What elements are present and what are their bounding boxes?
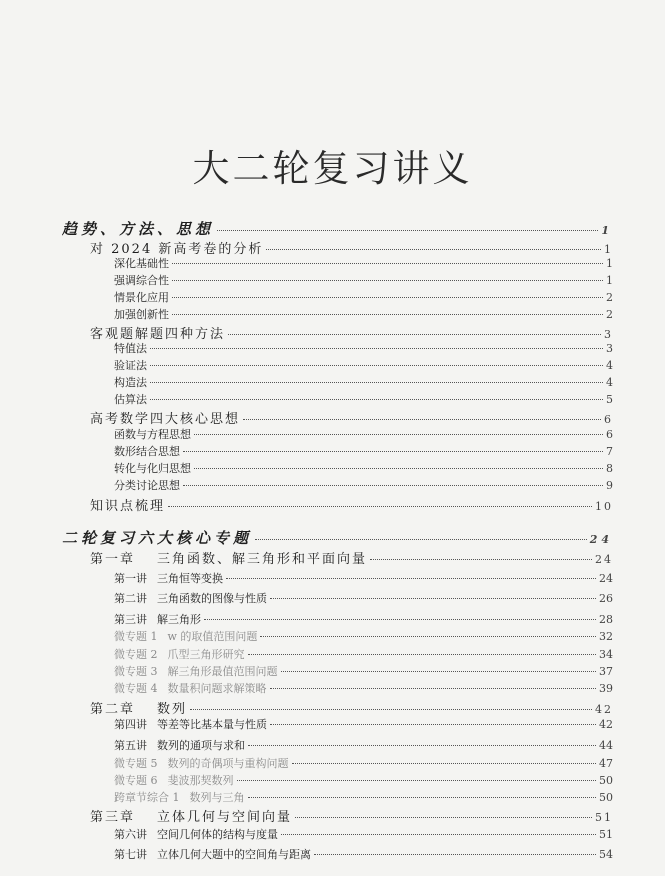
toc-entry-label: [114, 628, 257, 644]
toc-page-number: 24: [595, 553, 613, 566]
toc-entry-label: 对 2024 新高考卷的分析: [90, 242, 264, 257]
toc-page-number: 47: [599, 757, 613, 770]
toc-page-number: 34: [599, 648, 613, 661]
dot-leader: [248, 745, 596, 746]
toc-entry-label: 估算法: [114, 393, 147, 406]
toc-entry-sub: [114, 272, 613, 288]
dot-leader: [260, 636, 596, 637]
toc-page-number: 1: [606, 257, 613, 270]
toc-page-number: 3: [606, 342, 613, 355]
dot-leader: [226, 578, 596, 579]
toc-page-number: 1: [604, 243, 613, 256]
toc-entry-label: 分类讨论思想: [114, 479, 180, 492]
toc-entry-title: 三角恒等变换: [157, 572, 223, 585]
toc-page-number: 24: [589, 533, 613, 546]
toc-entry-title: 数列与三角: [189, 791, 245, 804]
toc-page-number: 1: [601, 224, 613, 237]
toc-entry-label: 函数与方程思想: [114, 428, 191, 441]
toc-entry-label: 客观题解题四种方法: [90, 327, 226, 342]
toc-entry-label: [90, 548, 367, 567]
dot-leader: [281, 834, 596, 835]
toc-entry-sub: [114, 306, 613, 322]
toc-entry-title: 数列的奇偶项与重构问题: [167, 757, 289, 770]
dot-leader: [172, 297, 603, 298]
dot-leader: [150, 365, 603, 366]
toc-entry-label: [114, 772, 234, 788]
toc-entry-chapter: [90, 548, 613, 567]
toc-page-number: 50: [599, 774, 613, 787]
toc-entry-title: 立体几何大题中的空间角与距离: [157, 848, 311, 861]
toc-entry-number: 微专题 2: [114, 648, 158, 661]
toc-entry-title: 斐波那契数列: [167, 774, 234, 787]
toc-entry-label: 加强创新性: [114, 308, 169, 321]
toc-entry-sub: [114, 477, 613, 493]
dot-leader: [270, 688, 597, 689]
toc-page-number: 51: [595, 811, 613, 824]
toc-entry-label: [114, 680, 267, 696]
dot-leader: [295, 817, 592, 818]
dot-leader: [248, 654, 597, 655]
toc-entry-chapter: [90, 698, 613, 717]
toc-entry-title: 数列: [157, 702, 188, 717]
dot-leader: [190, 709, 592, 710]
dot-leader: [243, 419, 601, 420]
toc-entry-label: [90, 698, 187, 717]
toc-entry-title: 解三角形最值范围问题: [167, 665, 278, 678]
toc-entry-title: 等差等比基本量与性质: [157, 718, 267, 731]
toc-entry-number: 微专题 5: [114, 757, 158, 770]
toc-entry-label: 趋势、方法、思想: [62, 220, 215, 238]
toc-entry-number: 第四讲: [114, 718, 147, 731]
toc-entry-number: 第二讲: [114, 592, 147, 605]
toc-entry-number: 第三讲: [114, 613, 147, 626]
toc-entry-title: 数量积问题求解策略: [167, 682, 267, 695]
toc-entry-label: 知识点梳理: [90, 499, 166, 514]
dot-leader: [194, 434, 603, 435]
toc-entry-number: 第五讲: [114, 739, 147, 752]
toc-entry-label: 高考数学四大核心思想: [90, 412, 241, 427]
toc-entry-label: 验证法: [114, 359, 147, 372]
toc-page-number: 7: [606, 445, 613, 458]
dot-leader: [255, 539, 587, 540]
toc-entry-number: 第六讲: [114, 828, 147, 841]
dot-leader: [172, 280, 603, 281]
toc-entry-number: 微专题 3: [114, 665, 158, 678]
dot-leader: [194, 468, 603, 469]
toc-page-number: 39: [599, 682, 613, 695]
dot-leader: [150, 382, 603, 383]
toc-page-number: 42: [599, 718, 613, 731]
toc-entry-label: 转化与化归思想: [114, 462, 191, 475]
toc-page-number: 32: [599, 630, 613, 643]
toc-page-number: 24: [599, 572, 613, 585]
toc-entry-sub: [114, 443, 613, 459]
toc-entry-title: 立体几何与空间向量: [157, 810, 293, 825]
toc-page-number: 44: [599, 739, 613, 752]
toc-entry-title: 三角函数、解三角形和平面向量: [157, 552, 368, 567]
toc-page-number: 4: [606, 359, 613, 372]
toc-page-number: 42: [595, 703, 613, 716]
toc-entry-title: w 的取值范围问题: [167, 630, 258, 643]
toc-entry-number: 微专题 6: [114, 774, 158, 787]
dot-leader: [248, 797, 597, 798]
dot-leader: [270, 724, 596, 725]
toc-entry-lecture: [114, 737, 613, 753]
toc-entry-label: [114, 646, 245, 662]
dot-leader: [370, 559, 592, 560]
toc-entry-number: 微专题 1: [114, 630, 158, 643]
toc-entry-label: [114, 570, 223, 586]
toc-entry-topic: [114, 628, 613, 644]
toc-entry-label: 数形结合思想: [114, 445, 180, 458]
toc-entry-sub: [114, 391, 613, 407]
toc-entry-topic: [114, 789, 613, 805]
toc-entry-title: 空间几何体的结构与度量: [157, 828, 278, 841]
toc-entry-label: 特值法: [114, 342, 147, 355]
toc-entry-section: [90, 408, 613, 427]
toc-entry-sub: [114, 460, 613, 476]
toc-entry-label: 情景化应用: [114, 291, 169, 304]
toc-entry-lecture: [114, 590, 613, 606]
toc-entry-label: 构造法: [114, 376, 147, 389]
toc-page-number: 54: [599, 848, 613, 861]
toc-page-number: 2: [606, 291, 613, 304]
toc-entry-title: 解三角形: [157, 613, 201, 626]
toc-page-number: 28: [599, 613, 613, 626]
dot-leader: [183, 451, 603, 452]
toc-entry-sub: [114, 340, 613, 356]
toc-page-number: 6: [604, 413, 613, 426]
toc-entry-section: [90, 495, 613, 514]
toc-entry-number: 第一章: [90, 552, 136, 567]
toc-page-number: 37: [599, 665, 613, 678]
toc-page-number: 6: [606, 428, 613, 441]
toc-entry-label: [114, 737, 245, 753]
toc-entry-sub: [114, 357, 613, 373]
dot-leader: [270, 598, 596, 599]
toc-entry-chapter: [90, 806, 613, 825]
toc-entry-label: [114, 789, 245, 805]
dot-leader: [204, 619, 596, 620]
toc-entry-lecture: [114, 826, 613, 842]
toc-entry-label: 强调综合性: [114, 274, 169, 287]
toc-page-number: 26: [599, 592, 613, 605]
toc-entry-topic: [114, 680, 613, 696]
toc-entry-part: [62, 527, 613, 548]
dot-leader: [266, 249, 601, 250]
toc-entry-label: [114, 611, 201, 627]
toc-page-number: 2: [606, 308, 613, 321]
toc-page-number: 10: [595, 500, 613, 513]
toc-page-number: 4: [606, 376, 613, 389]
toc-page-number: 5: [606, 393, 613, 406]
toc-entry-topic: [114, 755, 613, 771]
toc-entry-number: 第七讲: [114, 848, 147, 861]
toc-page-number: 8: [606, 462, 613, 475]
toc-entry-number: 第二章: [90, 702, 136, 717]
dot-leader: [150, 348, 603, 349]
toc-page-number: 1: [606, 274, 613, 287]
toc-entry-number: 跨章节综合 1: [114, 791, 180, 804]
toc-entry-part: [62, 218, 613, 239]
toc-entry-label: 二轮复习六大核心专题: [62, 529, 253, 547]
toc-entry-label: [114, 590, 267, 606]
toc-entry-number: 第一讲: [114, 572, 147, 585]
toc-entry-sub: [114, 289, 613, 305]
dot-leader: [314, 854, 596, 855]
toc-page-number: 3: [604, 328, 613, 341]
toc-entry-label: 深化基础性: [114, 257, 169, 270]
toc-entry-topic: [114, 646, 613, 662]
toc-entry-title: 三角函数的图像与性质: [157, 592, 267, 605]
toc-entry-lecture: [114, 716, 613, 732]
toc-entry-label: [114, 663, 278, 679]
dot-leader: [292, 763, 597, 764]
dot-leader: [168, 506, 592, 507]
toc-entry-topic: [114, 663, 613, 679]
toc-entry-sub: [114, 426, 613, 442]
toc-entry-label: [90, 806, 292, 825]
toc-entry-lecture: [114, 570, 613, 586]
toc-entry-lecture: [114, 846, 613, 862]
dot-leader: [172, 263, 603, 264]
dot-leader: [237, 780, 597, 781]
dot-leader: [172, 314, 603, 315]
dot-leader: [183, 485, 603, 486]
toc-entry-number: 第三章: [90, 810, 136, 825]
dot-leader: [150, 399, 603, 400]
toc-page-number: 50: [599, 791, 613, 804]
toc-entry-title: 数列的通项与求和: [157, 739, 245, 752]
toc-entry-sub: [114, 374, 613, 390]
toc-entry-label: [114, 755, 289, 771]
page-title: 大二轮复习讲义: [192, 147, 473, 190]
toc-entry-number: 微专题 4: [114, 682, 158, 695]
dot-leader: [217, 230, 598, 231]
toc-entry-sub: [114, 255, 613, 271]
toc-entry-lecture: [114, 611, 613, 627]
toc-entry-label: [114, 846, 311, 862]
toc-page-number: 51: [599, 828, 613, 841]
dot-leader: [281, 671, 597, 672]
toc-entry-topic: [114, 772, 613, 788]
dot-leader: [228, 334, 601, 335]
toc-page-number: 9: [606, 479, 613, 492]
toc-entry-label: [114, 716, 267, 732]
toc-entry-title: 爪型三角形研究: [167, 648, 245, 661]
toc-entry-label: [114, 826, 278, 842]
